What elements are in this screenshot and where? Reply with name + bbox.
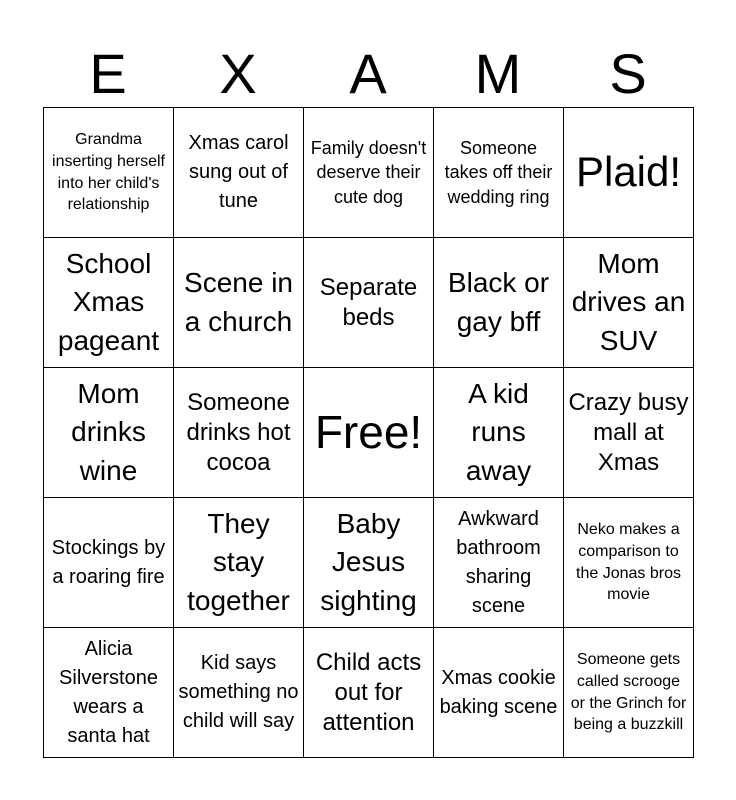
bingo-cell[interactable]: Awkward bathroom sharing scene [434, 498, 564, 628]
bingo-cell[interactable]: Black or gay bff [434, 238, 564, 368]
bingo-cell[interactable]: Separate beds [304, 238, 434, 368]
bingo-cell[interactable]: Mom drives an SUV [564, 238, 694, 368]
bingo-cell[interactable]: Someone takes off their wedding ring [434, 108, 564, 238]
bingo-cell[interactable]: Someone gets called scrooge or the Grinch for being a buzzkill [564, 628, 694, 758]
bingo-cell[interactable]: Grandma inserting herself into her child's relationship [44, 108, 174, 238]
bingo-cell[interactable]: Neko makes a comparison to the Jonas bros movie [564, 498, 694, 628]
bingo-cell[interactable]: Plaid! [564, 108, 694, 238]
bingo-cell[interactable]: School Xmas pageant [44, 238, 174, 368]
header-letter-m: M [474, 42, 522, 105]
header-letter-a: A [349, 42, 387, 105]
bingo-cell[interactable]: Alicia Silverstone wears a santa hat [44, 628, 174, 758]
board-row [44, 498, 694, 628]
header-letter-s: S [609, 42, 647, 105]
header-letter-x: X [219, 42, 257, 105]
free-space[interactable]: Free! [304, 368, 434, 498]
board-row [44, 368, 694, 498]
bingo-cell[interactable]: Xmas cookie baking scene [434, 628, 564, 758]
board-row [44, 238, 694, 368]
bingo-cell[interactable]: Baby Jesus sighting [304, 498, 434, 628]
bingo-cell[interactable]: Scene in a church [174, 238, 304, 368]
bingo-header [43, 40, 693, 108]
bingo-cell[interactable]: Stockings by a roaring fire [44, 498, 174, 628]
bingo-cell[interactable]: Child acts out for attention [304, 628, 434, 758]
bingo-board [43, 107, 694, 758]
bingo-cell[interactable]: Mom drinks wine [44, 368, 174, 498]
bingo-cell[interactable]: They stay together [174, 498, 304, 628]
bingo-cell[interactable]: Kid says something no child will say [174, 628, 304, 758]
bingo-cell[interactable]: Xmas carol sung out of tune [174, 108, 304, 238]
bingo-cell[interactable]: Someone drinks hot cocoa [174, 368, 304, 498]
bingo-cell[interactable]: A kid runs away [434, 368, 564, 498]
bingo-cell[interactable]: Family doesn't deserve their cute dog [304, 108, 434, 238]
board-row [44, 108, 694, 238]
board-row [44, 628, 694, 758]
header-letter-e: E [89, 42, 127, 105]
bingo-cell[interactable]: Crazy busy mall at Xmas [564, 368, 694, 498]
